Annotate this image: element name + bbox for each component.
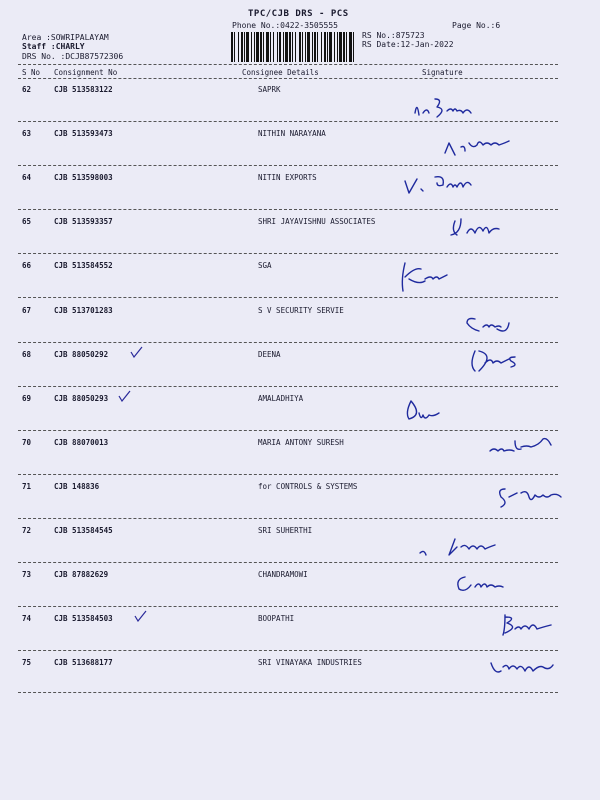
barcode-bar [234,32,235,62]
barcode-bar [256,32,259,62]
row-separator [18,386,558,387]
row-sno: 74 [22,614,32,624]
row-consignment-no: CJB 513593357 [54,217,113,227]
handwritten-signature [425,305,595,345]
handwritten-signature [415,123,585,163]
barcode-bar [346,32,347,62]
rs-number: RS No.:875723 [362,31,425,40]
handwritten-signature [425,345,595,385]
footer-rule [18,692,558,693]
column-header-signature: Signature [422,68,463,77]
barcode-bar [329,32,332,62]
barcode-bar [312,32,313,62]
handwritten-signature [415,567,585,607]
row-sno: 66 [22,261,32,271]
row-consignment-no: CJB 513593473 [54,129,113,139]
barcode-bar [279,32,281,62]
barcode-bar [327,32,328,62]
row-separator [18,209,558,210]
row-separator [18,297,558,298]
row-consignee: for CONTROLS & SYSTEMS [258,481,358,491]
tick-mark [134,610,148,622]
barcode-bar [349,32,352,62]
row-sno: 68 [22,349,32,359]
row-sno: 64 [22,173,32,183]
barcode-bar [241,32,243,62]
barcode-bar [270,32,271,62]
row-consignee: S V SECURITY SERVIE [258,305,344,315]
row-consignment-no: CJB 513598003 [54,173,113,183]
handwritten-signature [425,427,595,467]
handwritten-signature [425,479,595,519]
rs-date: RS Date:12-Jan-2022 [362,40,454,49]
row-sno: 67 [22,305,32,315]
row-consignee: SHRI JAYAVISHNU ASSOCIATES [258,217,376,227]
barcode-bar [289,32,291,62]
row-consignee: AMALADHIYA [258,393,304,403]
row-sno: 62 [22,85,32,94]
handwritten-signature [395,527,565,567]
row-sno: 72 [22,526,32,535]
barcode-bar [260,32,262,62]
barcode-bar [337,32,338,62]
barcode-bar [324,32,326,62]
barcode-bar [334,32,335,62]
barcode-bar [238,32,239,62]
row-consignment-no: CJB 88050293 [54,393,109,403]
barcode-bar [307,32,310,62]
barcode [231,32,355,62]
handwritten-signature [425,653,595,693]
barcode-bar [299,32,301,62]
row-consignment-no: CJB 88050292 [54,349,109,359]
tick-mark [130,346,144,358]
row-consignee: SGA [258,261,272,271]
row-consignment-no: CJB 513584545 [54,526,113,535]
row-consignee: SRI SUHERTHI [258,526,313,535]
row-consignee: SAPRK [258,85,281,94]
phone-number: Phone No.:0422-3505555 [232,21,338,30]
barcode-bar [254,32,255,62]
row-sno: 63 [22,129,32,139]
row-consignment-no: CJB 148836 [54,481,100,491]
barcode-bar [285,32,288,62]
row-sno: 73 [22,570,32,580]
barcode-bar [314,32,316,62]
barcode-bar [302,32,303,62]
handwritten-signature [435,609,600,649]
barcode-bar [295,32,296,62]
handwritten-signature [405,215,575,255]
barcode-bar [277,32,278,62]
barcode-bar [292,32,293,62]
barcode-bar [339,32,342,62]
row-consignee: DEENA [258,349,281,359]
staff-label: Staff :CHARLY [22,42,85,51]
row-consignment-no: CJB 513584552 [54,261,113,271]
row-consignment-no: CJB 513584503 [54,614,113,624]
header-rule-top [18,64,558,65]
row-consignment-no: CJB 513701283 [54,305,113,315]
row-consignee: SRI VINAYAKA INDUSTRIES [258,658,362,668]
row-consignee: CHANDRAMOWI [258,570,308,580]
barcode-bar [317,32,318,62]
column-header-sno: S No [22,68,41,77]
row-sno: 70 [22,437,32,447]
row-consignee: BOOPATHI [258,614,295,624]
barcode-bar [231,32,233,62]
row-consignee: NITHIN NARAYANA [258,129,326,139]
barcode-bar [246,32,249,62]
row-sno: 71 [22,481,32,491]
row-consignment-no: CJB 88070013 [54,437,109,447]
barcode-bar [283,32,284,62]
barcode-bar [353,32,354,62]
barcode-bar [263,32,264,62]
handwritten-signature [395,165,565,205]
barcode-bar [305,32,306,62]
row-sno: 69 [22,393,32,403]
row-sno: 75 [22,658,32,668]
column-header-consignee: Consignee Details [242,68,319,77]
row-consignee: NITIN EXPORTS [258,173,317,183]
barcode-bar [244,32,245,62]
row-consignee: MARIA ANTONY SURESH [258,437,344,447]
area-label: Area :SOWRIPALAYAM [22,33,109,42]
handwritten-signature [385,257,555,297]
barcode-bar [343,32,345,62]
barcode-bar [321,32,322,62]
row-separator [18,474,558,475]
drs-number: DRS No. :DCJB87572306 [22,52,124,61]
barcode-bar [266,32,269,62]
row-separator [18,650,558,651]
column-header-consignment: Consignment No [54,68,118,77]
barcode-bar [273,32,274,62]
row-consignment-no: CJB 513583122 [54,85,113,94]
tick-mark [118,390,132,402]
barcode-bar [251,32,252,62]
header-rule-bottom [18,78,558,79]
sheet-title: TPC/CJB DRS - PCS [248,9,349,19]
row-sno: 65 [22,217,32,227]
page-number: Page No.:6 [452,21,501,30]
row-consignment-no: CJB 87882629 [54,570,109,580]
row-consignment-no: CJB 513688177 [54,658,113,668]
